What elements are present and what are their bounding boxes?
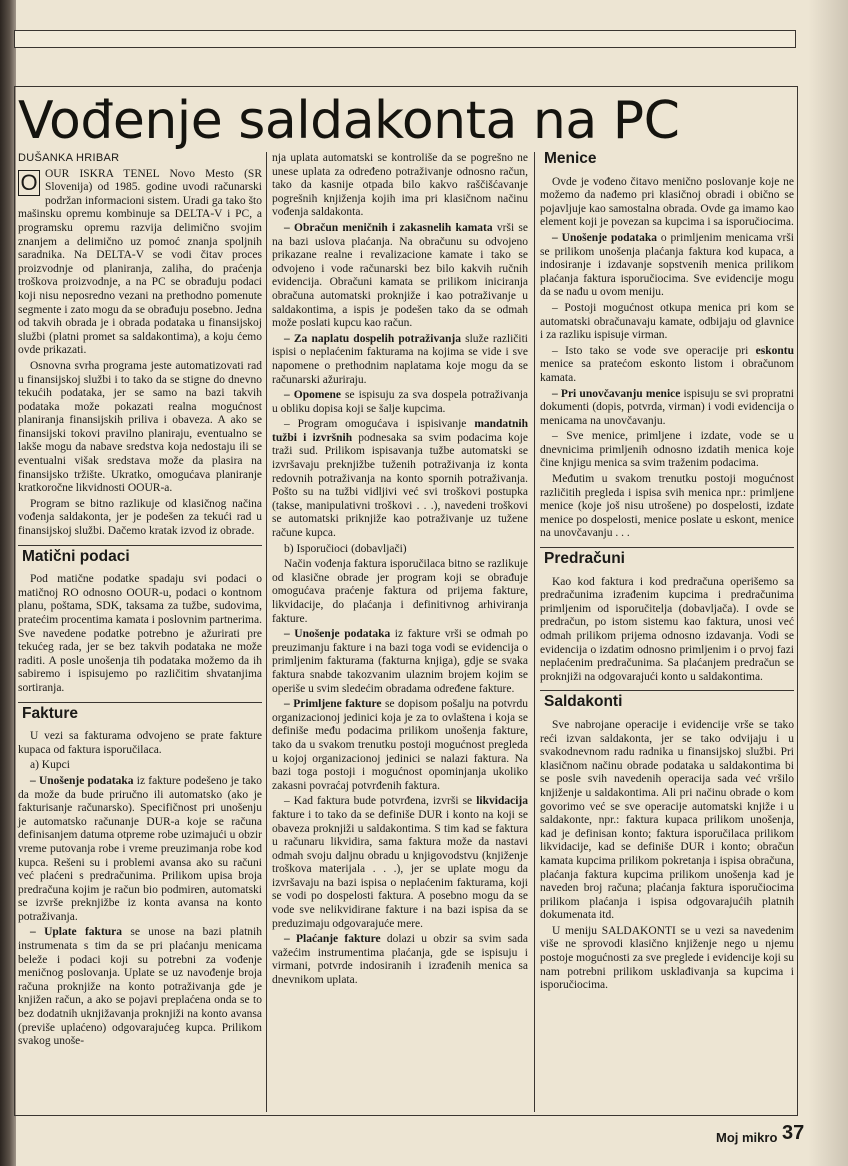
paragraph-text: dolazi u obzir sa svim sada važećim instrumentima plaćanja, gde se ispisuju i virmani, potvrde indosiranih i izrađenih menica sa dnevnikom uplata. — [272, 933, 529, 987]
intro-text: OUR ISKRA TENEL Novo Mesto (SR Slovenija) od 1985. godine uvodi računarski podržan informacioni sistem. Uradi ga tako što mašinsku opremu kombinuje sa DELTA-V i PC, a programsku opremu razvija delimično svojim znanjem a delimično uz pomoć znanja spoljnih saradnika. Na DELTA-V se vodi čitav proces proizvodnje od planiranja, zaliha, do praćenja troškova proizvodnje, a na PC se obrađuju podaci koji nisu neposredno vezani na prethodno pomenute segmente i zato mogu da se obrađuju posebno. Jedna od takvih obrada je i obrada podataka u finansijskoj službi (platni promet sa saldakontima), a koju ćemo ovde prikazati. — [18, 167, 262, 357]
paragraph — [272, 795, 528, 931]
paragraph: Način vođenja faktura isporučilaca bitno se razlikuje od klasične obrade jer program koji se obrađuje omogućava praćenje faktura od prijema fakture, likvidacije, do plaćanja i definitivnog arhiviranja fakture. — [272, 558, 528, 625]
article-title: Vođenje saldakonta na PC — [18, 91, 680, 151]
bold-lead: – Obračun meničnih i zakasnelih kamata — [284, 221, 493, 234]
section-heading-maticni-podaci: Matični podaci — [18, 545, 262, 568]
paragraph-text: menice sa pratećom eskonto listom i obračunom kamata. — [540, 358, 794, 384]
page-number: 37 — [782, 1122, 805, 1144]
bold-lead: – Opomene — [284, 389, 342, 402]
bold-phrase: eskontu — [755, 344, 794, 357]
paragraph-text: se dopisom pošalju na potvrdu organizacionoj jedinici koja je za to ovlaštena i koja se definiše među podacima prilikom unošenja fakture, tako da u svakom trenutku postoji mogućnost pregleda u kojoj organizacionoj jedinici se nalazi faktura. Na bazi toga postoji i mogućnost opominjanja ukoliko zakasni povraćaj potvrđenih faktura. — [272, 698, 529, 792]
article-column-1 — [18, 152, 262, 1051]
paragraph-text: vrši se na bazi uslova plaćanja. Na obračunu su odvojeno prikazane realne i revalizacione kamate i tako se odvojeno i vode računarski bez bilo kakvih ručnih evidencija. Obračuni kamata se prilikom iniciranja obračuna automatski proknjiže i kao potraživanje u saldakontima, a ispis je podešen tako da se odmah može poslati kupcu kao račun. — [272, 221, 528, 330]
paragraph: Sve nabrojane operacije i evidencije vrše se tako reći izvan saldakonta, jer se tako odvijaju i u svakodnevnom radu radnika u finansijskoj službi. Pri klasičnom načinu obrade podataka u saldakontima bi se posle svih navedenih operacija sada već vršilo knjiženje u saldakontima. Ali pri načinu obrade o kom govorimo već se sve operacije automatski knjiže i u saldakonte, npr.: faktura kupaca prilikom unošenja, kad je definisan konto; faktura isporučilaca prilikom likvidacije, kad se definiše DUR i konto; obračun kamata kupcima prilikom pokretanja i ispisa obračuna, plaćanja faktura kupcima prilikom unošenja kad je naveden broj računa; plaćanja faktura isporučiocima prilikom plaćanja i ispisa odgovarajućih platnih dokumenata itd. — [540, 718, 794, 922]
paragraph: Osnovna svrha programa jeste automatizovati rad u finansijskoj službi i to tako da se stigne do dnevno tekućih podataka, jer se samo na bazi takvih podataka može pokazati realna mogućnost planiranja finansijskih priliva i obaveza. A ako se finansijski tokovi pravilno planiraju, eventualno se lakše mogu da nabave sredstva koja nedostaju ili se eventualni višak sredstava može da plasira na finansijsko tržište. Ukratko, omogućava planiranje kratkoročne likvidnosti OOUR-a. — [18, 359, 262, 495]
bold-phrase: mandatnih tužbi i izvršnih — [272, 418, 528, 444]
paragraph: Ovde je vođeno čitavo menično poslovanje koje ne možemo da nađemo pri klasičnoj obradi i obično se pojavljuje kao samostalna obrada. Ovde ga imamo kao element koji je povezan sa kupcima i sa isporučiocima. — [540, 175, 794, 229]
paragraph-text: se unose na bazi platnih instrumenata s tim da se pri plaćanju menicama beleže i podaci koji su potrebni za vođenje meničnog poslovanja. Uplate se uz navođenje broja računa proknjiže na konto potraživanja gde je knjižen račun, a ako se pojavi preplaćena onda se to bez dodatnih uknjižavanja proknjiži na konto avansa (previše uplaćeno) odgovarajućeg kupca. Prilikom svakog unoše- — [18, 926, 262, 1048]
bold-lead: – Uplate faktura — [30, 926, 123, 939]
subheading-kupci: a) Kupci — [30, 759, 70, 772]
paragraph-text: služe različiti ispisi o neplaćenim fakturama na kojima se vide i sve napomene o prethodnim naplatama koje mogu da se računarski ažuriraju. — [272, 332, 528, 386]
paragraph — [272, 628, 528, 696]
subheading-isporucioci: b) Isporučioci (dobavljači) — [284, 542, 407, 555]
header-rule-box — [14, 30, 796, 48]
paragraph — [272, 222, 528, 331]
bold-lead: – Unošenje podataka — [552, 231, 657, 244]
paragraph — [272, 698, 528, 793]
paragraph-text: se ispisuju za sva dospela potraživanja u obliku dopisa koji se šalje kupcima. — [272, 389, 528, 415]
paragraph — [272, 389, 528, 416]
paragraph-text: o primljenim menicama vrši se prilikom unošenja plaćanja faktura kod kupaca, a indosiranje i izdavanje sopstvenih menica prilikom plaćanja faktura isporučiocima. Sve evidencije mogu da se nađu u ovom meniju. — [540, 231, 794, 299]
section-heading-saldakonti: Saldakonti — [540, 690, 794, 713]
paragraph-text: fakture i to tako da se definiše DUR i konto na koji se obaveza proknjiži u saldakontima. S tim kad se faktura u računaru likvidira, sama faktura može da nastavi odmah svoju daljnu obradu u knjigovodstvu (knjiženje troškova materijala . . .), jer se uplate mogu da izvršavaju na bazi ispisa o neplaćenim fakturama, koji se vodi po dospelosti faktura. A posebno mogu da se vode sve nelikvidirane fakture i na bazi ispisa da se preduzimaju odgovarajuće mere. — [272, 808, 528, 930]
bold-lead: – Plaćanje fakture — [284, 933, 381, 946]
bold-lead: – Primljene fakture — [284, 698, 382, 711]
section-heading-menice: Menice — [544, 150, 597, 167]
drop-cap: O — [18, 170, 40, 196]
paragraph — [272, 933, 528, 987]
section-heading-fakture: Fakture — [18, 702, 262, 725]
bold-lead: – Unošenje podataka — [284, 628, 391, 641]
column-divider-2 — [534, 152, 535, 1112]
column-divider-1 — [266, 152, 267, 1112]
paragraph: Program se bitno razlikuje od klasičnog načina vođenja saldakonta, jer je podešen za tekući rad u finansijskoj službi. Dačemo kratak izvod iz obrade. — [18, 497, 262, 538]
paragraph — [540, 232, 794, 300]
paragraph: Kao kod faktura i kod predračuna operišemo sa predračunima izrađenim kupcima i predračunima primljenim od isporučitelja (dobavljača). I ovde se predračun, po istom sistemu kao faktura, unosi već odmah prilikom prijema odnosno izdavanja. Vodi se evidencija o izdatim odnosno primljenim i o prvoj fazi neplaćenim predračunima. Sa plaćanjem predračun se proknjiži na odgovarajući konto u saldakontima. — [540, 575, 794, 683]
paragraph-text: iz fakture vrši se odmah po preuzimanju fakture i na bazi toga vodi se evidencija o primljenim fakturama (fakturna knjiga), gdje se svaka faktura snabde takozvanim ulaznim brojem kojim se operiše u svim sledećim obradama određene fakture. — [272, 628, 528, 695]
article-column-2 — [272, 152, 528, 990]
bold-lead: – Unošenje podataka — [30, 774, 134, 787]
paragraph — [18, 926, 262, 1048]
section-heading-predracuni: Predračuni — [540, 547, 794, 570]
author-name: DUŠANKA HRIBAR — [18, 152, 120, 164]
intro-paragraph — [18, 168, 262, 358]
paragraph — [540, 345, 794, 386]
bold-lead: – Pri unovčavanju menice — [552, 387, 681, 400]
magazine-name: Moj mikro — [716, 1130, 778, 1145]
paragraph-text: ispisuju se svi propratni dokumenti (dopis, potvrda, virman) i vodi evidencija o menicama na unovčavanju. — [540, 387, 794, 427]
paragraph: U meniju SALDAKONTI se u vezi sa navedenim više ne sprovodi klasično knjiženje nego u njemu postoje mogućnosti za sve preglede i evidencije koji su nam potrebni prilikom usklađivanja sa kupcima i isporučiocima. — [540, 924, 794, 992]
paragraph-text: – Kad faktura bude potvrđena, izvrši se — [284, 795, 477, 808]
paragraph — [18, 775, 262, 925]
paragraph-text: podnesaka sa svim podacima koje traži sud. Prilikom ispisavanja tužbe automatski se izvršavaju preknjižbe tuženih potraživanja iz konta redovnih potraživanja na konto spornih potraživanja. Pošto su na tužbi vidljivi već svi troškovi postupka (takse, manipulativni troškovi . . .), navedeni troškovi se automatski priknjiže kao potraživanje uz tužene račune kupca. — [272, 431, 528, 540]
paragraph: – Postoji mogućnost otkupa menica pri kom se automatski obračunavaju kamate, odbijaju od glavnice i za razliku ispisuje virman. — [540, 301, 794, 342]
paragraph — [272, 418, 528, 540]
paragraph: U vezi sa fakturama odvojeno se prate fakture kupaca od faktura isporučilaca. — [18, 730, 262, 756]
paragraph: – Sve menice, primljene i izdate, vode se u dnevnicima primljenih odnosno izdatih menica koje čine knjigu menica sa svim traženim podacima. — [540, 430, 794, 470]
paragraph-text: – Program omogućava i ispisivanje — [284, 418, 475, 431]
paragraph-text: iz fakture podešeno je tako da može da bude priručno ili automatsko (ako je fakturisanje računarsko). Specifičnost pri unošenju je automatsko računanje DUR-a koje se računa definisanjem datuma otpreme robe uzimajući u obzir vreme putovanja robe i vreme preuzimanja robe kod kupca. Rešeni su i problemi avansa ako su računi već plaćeni s predračunima. Prilikom upisa broja predračuna kojim je račun bio podmiren, automatski se izvrše preknjižbe iz konta avansa na konto potraživanja. — [18, 774, 262, 923]
bold-lead: – Za naplatu dospelih potraživanja — [284, 332, 461, 345]
paragraph — [540, 388, 794, 429]
page-shadow — [808, 0, 848, 1166]
article-column-3 — [540, 152, 794, 995]
paragraph: Pod matične podatke spadaju svi podaci o matičnoj RO odnosno OOUR-u, podaci o kontnom planu, poštama, SDK, taksama za tužbe, sudovima, pratećim procentima kamata i poslovnim partnerima. Sve navedene podatke potrebno je ažurirati pre tekućeg rada, jer se bez takvih podataka ne može raditi. A posle unošenja tih podataka možemo da ih sabiremo i ispisujemo po različitim shvatanjima sortiranja. — [18, 573, 262, 694]
paragraph: nja uplata automatski se kontroliše da se pogrešno ne unese uplata za određeno potraživanje odnosno račun, tako da kasnije otpada bilo kakvo raščišćavanje pogrešnih knjiženja kojih ima pri klasičnom načinu vođenja saldakonta. — [272, 152, 528, 219]
paragraph-text: – Isto tako se vode sve operacije pri — [552, 344, 756, 357]
paragraph: Međutim u svakom trenutku postoji mogućnost različitih pregleda i ispisa svih menica npr.: primljene menice (koje još nisu utrošene) po dospelosti, izdate menice po dospelosti, menice poslate u eskont, menice na unovčavanju . . . — [540, 473, 794, 540]
paragraph — [272, 333, 528, 387]
bold-phrase: likvidacija — [476, 795, 528, 808]
